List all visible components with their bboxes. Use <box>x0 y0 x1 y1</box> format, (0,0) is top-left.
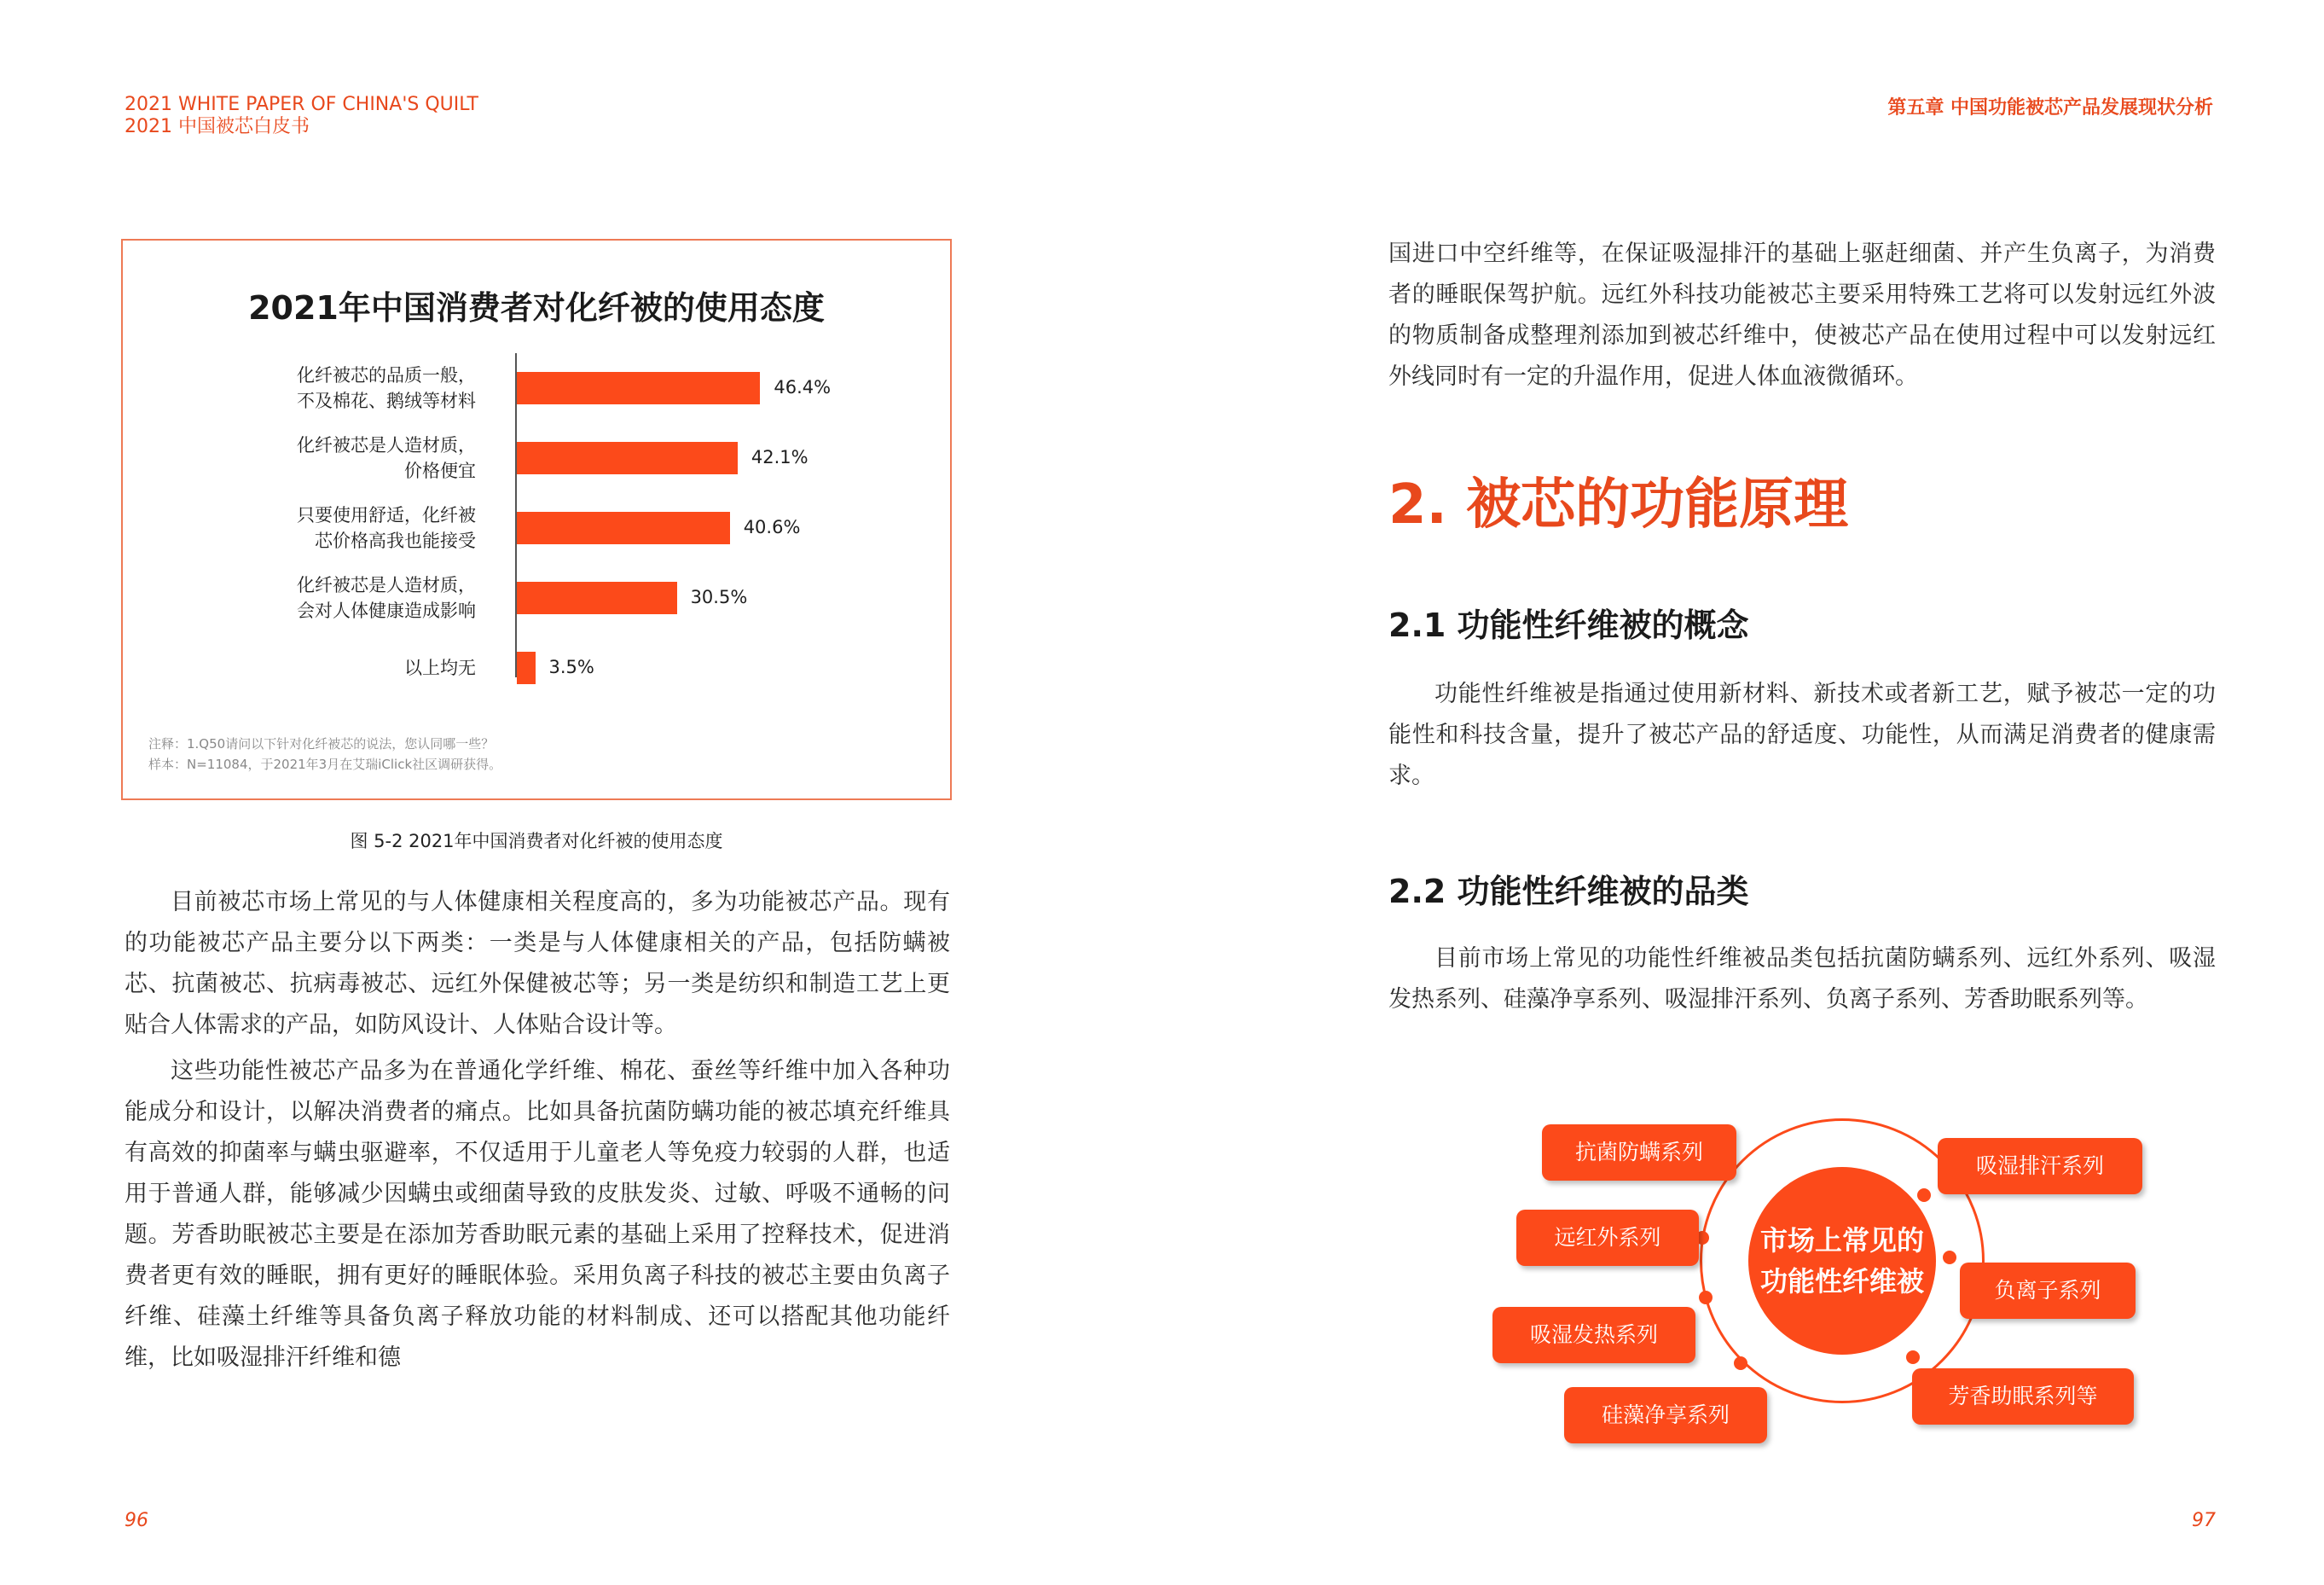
chart-title: 2021年中国消费者对化纤被的使用态度 <box>248 289 825 327</box>
connector-dot <box>1734 1356 1747 1370</box>
bar <box>517 372 760 404</box>
subsection-title-2: 2.2 功能性纤维被的品类 <box>1388 873 1749 910</box>
bar <box>517 652 536 684</box>
connector-dot <box>1906 1350 1920 1364</box>
left-body <box>125 882 950 1379</box>
subsection-1-body <box>1388 674 2216 797</box>
bar-value-label: 42.1% <box>751 447 808 467</box>
bar-label: 只要使用舒适，化纤被 芯价格高我也能接受 <box>297 505 476 551</box>
page-number-right: 97 <box>2192 1510 2216 1531</box>
connector-dot <box>1917 1188 1931 1202</box>
bar-label: 以上均无 <box>404 658 476 678</box>
right-paragraph-continued: 国进口中空纤维等，在保证吸湿排汗的基础上驱赶细菌、并产生负离子，为消费者的睡眠保驾护航。远红外科技功能被芯主要采用特殊工艺将可以发射远红外波的物质制备成整理剂添加到被芯纤维中，使被芯产品在使用过程中可以发射远红外线同时有一定的升温作用，促进人体血液微循环。 <box>1388 241 2216 390</box>
chart-frame <box>121 239 952 800</box>
chart-note-line1: 注释：1.Q50请问以下针对化纤被芯的说法，您认同哪一些？ <box>148 736 495 752</box>
category-pill-negative-ion: 负离子系列 <box>1960 1263 2136 1319</box>
left-paragraph-2: 这些功能性被芯产品多为在普通化学纤维、棉花、蚕丝等纤维中加入各种功能成分和设计，以解决消费者的痛点。比如具备抗菌防螨功能的被芯填充纤维具有高效的抑菌率与螨虫驱避率，不仅适用于儿童老人等免疫力较弱的人群，也适用于普通人群，能够减少因螨虫或细菌导致的皮肤发炎、过敏、呼吸不通畅的问题。芳香助眠被芯主要是在添加芳香助眠元素的基础上采用了控释技术，促进消费者更有效的睡眠，拥有更好的睡眠体验。采用负离子科技的被芯主要由负离子纤维、硅藻土纤维等具备负离子释放功能的材料制成、还可以搭配其他功能纤维，比如吸湿排汗纤维和德 <box>125 1058 950 1371</box>
right-top-text <box>1388 234 2216 398</box>
header-title-en: 2021 WHITE PAPER OF CHINA'S QUILT <box>125 94 478 115</box>
figure-caption: 图 5-2 2021年中国消费者对化纤被的使用态度 <box>350 831 723 851</box>
chart-note-line2: 样本：N=11084，于2021年3月在艾瑞iClick社区调研获得。 <box>148 757 502 772</box>
category-pill-antibacterial: 抗菌防螨系列 <box>1542 1124 1736 1181</box>
chapter-title: 第五章 中国功能被芯产品发展现状分析 <box>1887 97 2213 119</box>
category-pill-aroma: 芳香助眠系列等 <box>1912 1368 2134 1425</box>
bar-label: 化纤被芯是人造材质， 会对人体健康造成影响 <box>297 575 476 621</box>
header-title-cn: 2021 中国被芯白皮书 <box>125 116 310 137</box>
header-left <box>125 94 478 138</box>
subsection-2-paragraph: 目前市场上常见的功能性纤维被品类包括抗菌防螨系列、远红外系列、吸湿发热系列、硅藻净享系列、吸湿排汗系列、负离子系列、芳香助眠系列等。 <box>1388 945 2216 1013</box>
subsection-1-paragraph: 功能性纤维被是指通过使用新材料、新技术或者新工艺，赋予被芯一定的功能性和科技含量，提升了被芯产品的舒适度、功能性，从而满足消费者的健康需求。 <box>1388 681 2216 789</box>
bar <box>517 582 677 614</box>
bar-value-label: 3.5% <box>548 657 594 677</box>
bar <box>517 442 738 474</box>
center-circle: 市场上常见的 功能性纤维被 <box>1748 1167 1936 1355</box>
bar-value-label: 46.4% <box>774 377 832 398</box>
section-title: 2. 被芯的功能原理 <box>1388 473 1849 537</box>
category-pill-far-infrared: 远红外系列 <box>1516 1210 1699 1266</box>
category-pill-moisture-heat: 吸湿发热系列 <box>1492 1307 1695 1363</box>
chart-note <box>148 734 501 775</box>
bar-value-label: 40.6% <box>743 517 801 537</box>
connector-dot <box>1699 1291 1713 1304</box>
bar-label: 化纤被芯的品质一般， 不及棉花、鹅绒等材料 <box>297 365 476 411</box>
category-pill-diatom: 硅藻净享系列 <box>1564 1387 1767 1443</box>
category-pill-moisture-wicking: 吸湿排汗系列 <box>1938 1138 2142 1194</box>
page-number-left: 96 <box>125 1510 148 1531</box>
subsection-2-body <box>1388 938 2216 1020</box>
subsection-title-1: 2.1 功能性纤维被的概念 <box>1388 607 1749 644</box>
bar-label: 化纤被芯是人造材质， 价格便宜 <box>297 435 476 481</box>
connector-dot <box>1943 1251 1956 1264</box>
left-paragraph-1: 目前被芯市场上常见的与人体健康相关程度高的，多为功能被芯产品。现有的功能被芯产品主要分以下两类：一类是与人体健康相关的产品，包括防螨被芯、抗菌被芯、抗病毒被芯、远红外保健被芯等；另一类是纺织和制造工艺上更贴合人体需求的产品，如防风设计、人体贴合设计等。 <box>125 889 950 1038</box>
bar-value-label: 30.5% <box>690 587 748 607</box>
bar <box>517 512 730 544</box>
